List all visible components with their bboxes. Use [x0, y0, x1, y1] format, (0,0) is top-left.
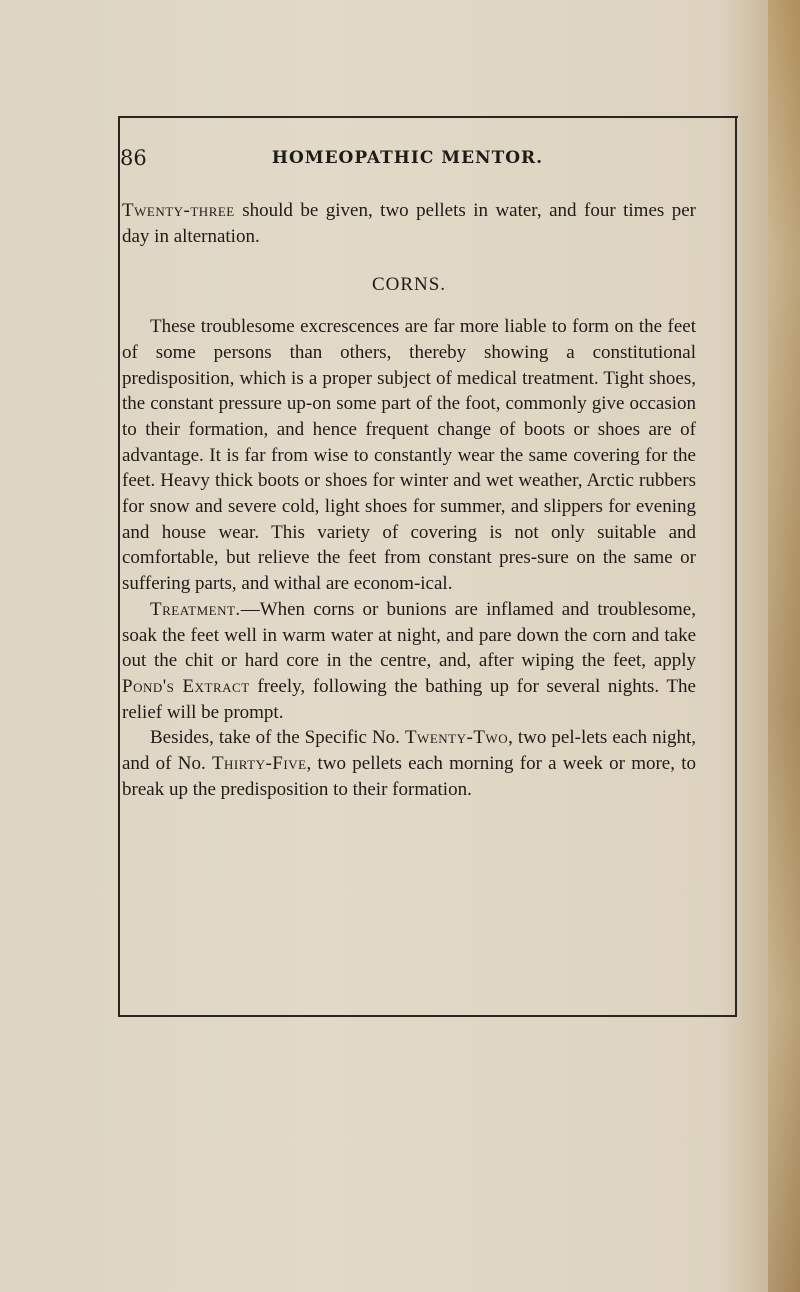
- section-title: CORNS.: [371, 274, 447, 296]
- remedy-twenty-two: Twenty-Two: [404, 727, 509, 749]
- page-header: [120, 146, 695, 172]
- besides-text-3: , two pellets each morning for a week or more, to break up the predisposition to their formation.: [122, 753, 696, 800]
- paragraph-treatment: [122, 597, 696, 726]
- remedy-ponds-extract: Pond's Extract: [122, 675, 250, 697]
- treatment-label: Treatment.: [150, 598, 241, 620]
- besides-text-1: Besides, take of the Specific No.: [150, 727, 405, 749]
- besides-text-2: , two pel-lets each night, and of No.: [122, 727, 696, 775]
- remedy-thirty-five: Thirty-Five: [211, 753, 307, 775]
- intro-text: should be given, two pellets in water, and four times per day in alternation.: [122, 200, 696, 247]
- frame-rule-right: [735, 116, 737, 1017]
- frame-rule-left: [118, 116, 120, 1017]
- treatment-text-1: —When corns or bunions are inflamed and troublesome, soak the feet well in warm water at night, and pare down the corn and take out the chit or hard core in the centre, and, after wiping the feet, apply: [122, 598, 696, 672]
- page-number: 86: [120, 146, 147, 170]
- treatment-text-2: freely, following the bathing up for several nights. The relief will be prompt.: [122, 675, 696, 723]
- intro-lead: Twenty-three: [122, 200, 235, 221]
- frame-rule-top: [118, 116, 738, 118]
- page-edge-stain: [768, 0, 800, 1292]
- intro-paragraph: [122, 198, 696, 249]
- running-title: HOMEOPATHIC MENTOR.: [271, 148, 544, 168]
- page-body: [122, 198, 696, 802]
- paragraph-besides: [122, 725, 696, 802]
- frame-rule-bottom: [118, 1015, 736, 1017]
- paragraph-corns: These troublesome excrescences are far more liable to form on the feet of some persons than others, thereby showing a constitutional predisposition, which is a proper subject of medical treatment. Tight shoes, the constant pressure up-on some part of the foot, commonly give occasion to their formation, and hence frequent change of boots or shoes are of advantage. It is far from wise to constantly wear the same covering for the feet. Heavy thick boots or shoes for winter and wet weather, Arctic rubbers for snow and severe cold, light shoes for summer, and slippers for evening and house wear. This variety of covering is not only suitable and comfortable, but relieve the feet from constant pres-sure on the same or suffering parts, and withal are econom-ical.: [122, 316, 696, 595]
